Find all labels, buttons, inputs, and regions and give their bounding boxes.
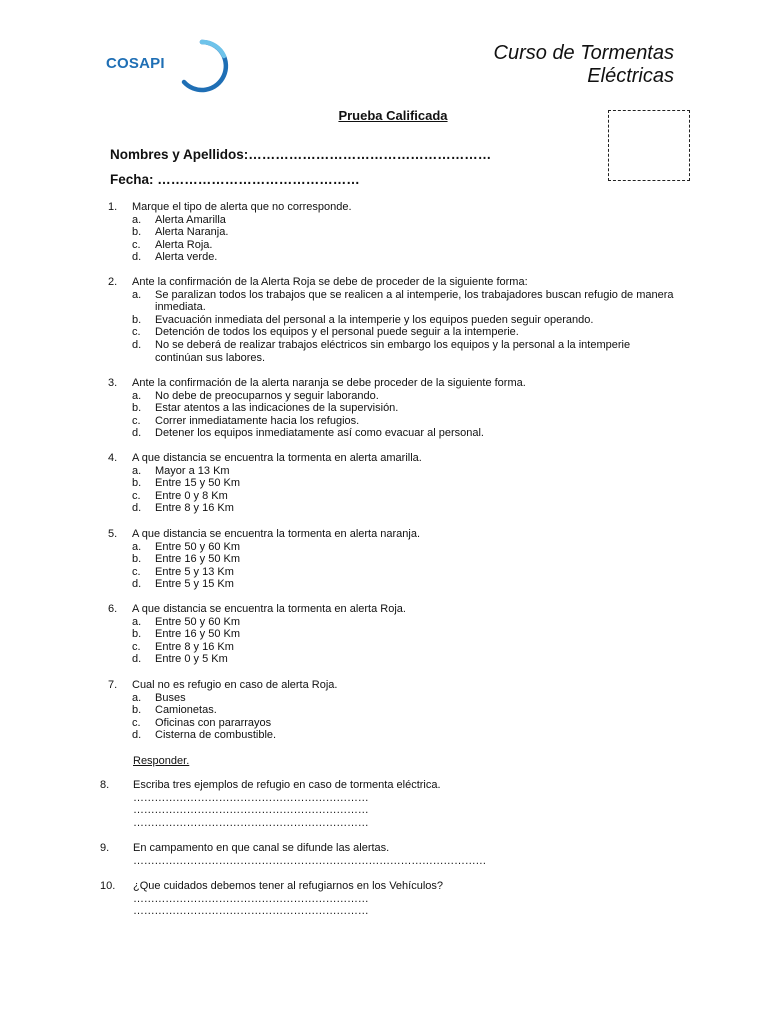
answer-option[interactable] [132, 390, 675, 403]
option-letter: a. [132, 691, 142, 704]
question-text: Marque el tipo de alerta que no corresponde. [132, 201, 352, 213]
question-text: A que distancia se encuentra la tormenta en alerta amarilla. [132, 452, 422, 464]
answer-option[interactable] [132, 339, 675, 364]
answer-option[interactable] [132, 289, 675, 314]
option-text: Alerta verde. [155, 251, 218, 264]
option-text: Entre 8 y 16 Km [155, 640, 234, 653]
question-text: A que distancia se encuentra la tormenta en alerta naranja. [132, 528, 421, 540]
question-number: 10. [100, 880, 116, 892]
answer-option[interactable] [132, 402, 675, 415]
option-text: Entre 50 y 60 Km [155, 615, 240, 628]
photo-box [608, 110, 690, 181]
answer-option[interactable] [132, 692, 675, 705]
test-title: Prueba Calificada [338, 108, 448, 123]
option-letter: b. [132, 628, 142, 641]
answer-option[interactable] [132, 502, 675, 515]
answer-line[interactable]: ………………………………………………………… [133, 804, 369, 817]
answer-line[interactable]: ……………………………………………………………………………………… [133, 854, 487, 867]
option-text: No se deberá de realizar trabajos eléctricos sin embargo los equipos y la personal a la intemperie continúan sus labores. [155, 338, 631, 364]
option-letter: b. [132, 704, 142, 717]
answer-option[interactable] [132, 226, 675, 239]
course-title-line-2: Eléctricas [587, 65, 674, 87]
question-text: En campamento en que canal se difunde las alertas. [133, 842, 390, 854]
answer-line[interactable]: ………………………………………………………… [133, 816, 369, 829]
answer-option[interactable] [132, 214, 675, 227]
option-letter: d. [132, 653, 142, 666]
option-text: Entre 0 y 8 Km [155, 489, 228, 502]
answer-option[interactable] [132, 251, 675, 264]
option-text: Se paralizan todos los trabajos que se realicen a al intemperie, los trabajadores buscan refugio de manera inmediata. [155, 288, 674, 314]
option-text: Evacuación inmediata del personal a la intemperie y los equipos pueden seguir operando. [155, 313, 594, 326]
answer-option[interactable] [132, 578, 675, 591]
answer-option[interactable] [132, 616, 675, 629]
option-text: Correr inmediatamente hacia los refugios. [155, 414, 360, 427]
question-text: Ante la confirmación de la Alerta Roja se debe de proceder de la siguiente forma: [132, 276, 528, 288]
option-letter: d. [132, 427, 142, 440]
option-text: Detención de todos los equipos y el personal puede seguir a la intemperie. [155, 326, 519, 339]
option-letter: c. [132, 716, 141, 729]
question-number: 8. [100, 779, 110, 791]
open-question-9 [100, 842, 486, 867]
question-number: 5. [108, 528, 118, 540]
option-letter: b. [132, 402, 142, 415]
option-letter: d. [132, 502, 142, 515]
option-letter: d. [132, 729, 142, 742]
option-letter: a. [132, 464, 142, 477]
option-text: Entre 5 y 13 Km [155, 565, 234, 578]
course-title [494, 42, 674, 88]
option-text: Estar atentos a las indicaciones de la supervisión. [155, 402, 399, 415]
option-text: No debe de preocuparnos y seguir laborando. [155, 389, 379, 402]
option-letter: a. [132, 540, 142, 553]
option-letter: a. [132, 615, 142, 628]
option-letter: b. [132, 477, 142, 490]
question-text: A que distancia se encuentra la tormenta en alerta Roja. [132, 603, 406, 615]
question-number: 2. [108, 276, 118, 288]
course-title-line-1: Curso de Tormentas [493, 42, 674, 64]
date-field[interactable]: Fecha: ……………………………………… [110, 172, 360, 187]
option-text: Entre 0 y 5 Km [155, 653, 228, 666]
answer-option[interactable] [132, 641, 675, 654]
option-letter: d. [132, 251, 142, 264]
option-text: Buses [155, 691, 186, 704]
question-3 [108, 377, 675, 440]
option-text: Entre 16 y 50 Km [155, 628, 240, 641]
answer-line[interactable]: ………………………………………………………… [133, 791, 369, 804]
option-letter: a. [132, 213, 142, 226]
question-6 [108, 603, 675, 666]
answer-option[interactable] [132, 729, 675, 742]
name-field[interactable]: Nombres y Apellidos:……………………………………………… [110, 147, 492, 162]
option-letter: b. [132, 226, 142, 239]
question-number: 1. [108, 201, 118, 213]
option-text: Entre 15 y 50 Km [155, 477, 240, 490]
question-text: ¿Que cuidados debemos tener al refugiarnos en los Vehículos? [133, 880, 444, 892]
option-text: Alerta Roja. [155, 238, 213, 251]
option-letter: c. [132, 565, 141, 578]
option-text: Entre 8 y 16 Km [155, 502, 234, 515]
answer-option[interactable] [132, 541, 675, 554]
option-letter: c. [132, 326, 141, 339]
question-5 [108, 528, 675, 591]
answer-option[interactable] [132, 553, 675, 566]
question-4 [108, 452, 675, 515]
answer-option[interactable] [132, 427, 675, 440]
option-text: Oficinas con pararrayos [155, 716, 272, 729]
option-text: Cisterna de combustible. [155, 729, 277, 742]
logo-text: COSAPI [106, 55, 165, 72]
option-letter: b. [132, 313, 142, 326]
option-letter: d. [132, 338, 142, 351]
option-text: Mayor a 13 Km [155, 464, 230, 477]
option-letter: b. [132, 553, 142, 566]
option-text: Entre 5 y 15 Km [155, 578, 234, 591]
question-number: 9. [100, 842, 110, 854]
answer-option[interactable] [132, 704, 675, 717]
question-number: 4. [108, 452, 118, 464]
option-letter: c. [132, 640, 141, 653]
question-number: 7. [108, 679, 118, 691]
cosapi-logo [106, 38, 236, 94]
answer-option[interactable] [132, 326, 675, 339]
answer-line[interactable]: ………………………………………………………… [133, 892, 369, 905]
answer-option[interactable] [132, 465, 675, 478]
logo-ring-icon [174, 38, 230, 94]
option-letter: c. [132, 238, 141, 251]
open-question-8 [100, 779, 441, 829]
option-text: Camionetas. [155, 704, 217, 717]
option-letter: c. [132, 489, 141, 502]
answer-option[interactable] [132, 490, 675, 503]
option-letter: c. [132, 414, 141, 427]
responder-label: Responder. [133, 755, 190, 767]
option-text: Alerta Amarilla [155, 213, 226, 226]
answer-option[interactable] [132, 239, 675, 252]
question-text: Ante la confirmación de la alerta naranja se debe proceder de la siguiente forma. [132, 377, 526, 389]
answer-option[interactable] [132, 566, 675, 579]
question-1 [108, 201, 675, 264]
open-question-10 [100, 880, 443, 918]
answer-option[interactable] [132, 628, 675, 641]
answer-line[interactable]: ………………………………………………………… [133, 905, 369, 918]
answer-option[interactable] [132, 717, 675, 730]
question-text: Escriba tres ejemplos de refugio en caso de tormenta eléctrica. [133, 779, 441, 791]
answer-option[interactable] [132, 477, 675, 490]
question-text: Cual no es refugio en caso de alerta Roja. [132, 679, 338, 691]
option-text: Entre 16 y 50 Km [155, 553, 240, 566]
option-text: Alerta Naranja. [155, 226, 229, 239]
question-number: 6. [108, 603, 118, 615]
answer-option[interactable] [132, 314, 675, 327]
answer-option[interactable] [132, 415, 675, 428]
question-number: 3. [108, 377, 118, 389]
question-7 [108, 679, 675, 742]
option-text: Detener los equipos inmediatamente así como evacuar al personal. [155, 427, 484, 440]
option-letter: d. [132, 578, 142, 591]
option-letter: a. [132, 389, 142, 402]
question-2 [108, 276, 675, 364]
option-text: Entre 50 y 60 Km [155, 540, 240, 553]
answer-option[interactable] [132, 653, 675, 666]
option-letter: a. [132, 288, 142, 301]
